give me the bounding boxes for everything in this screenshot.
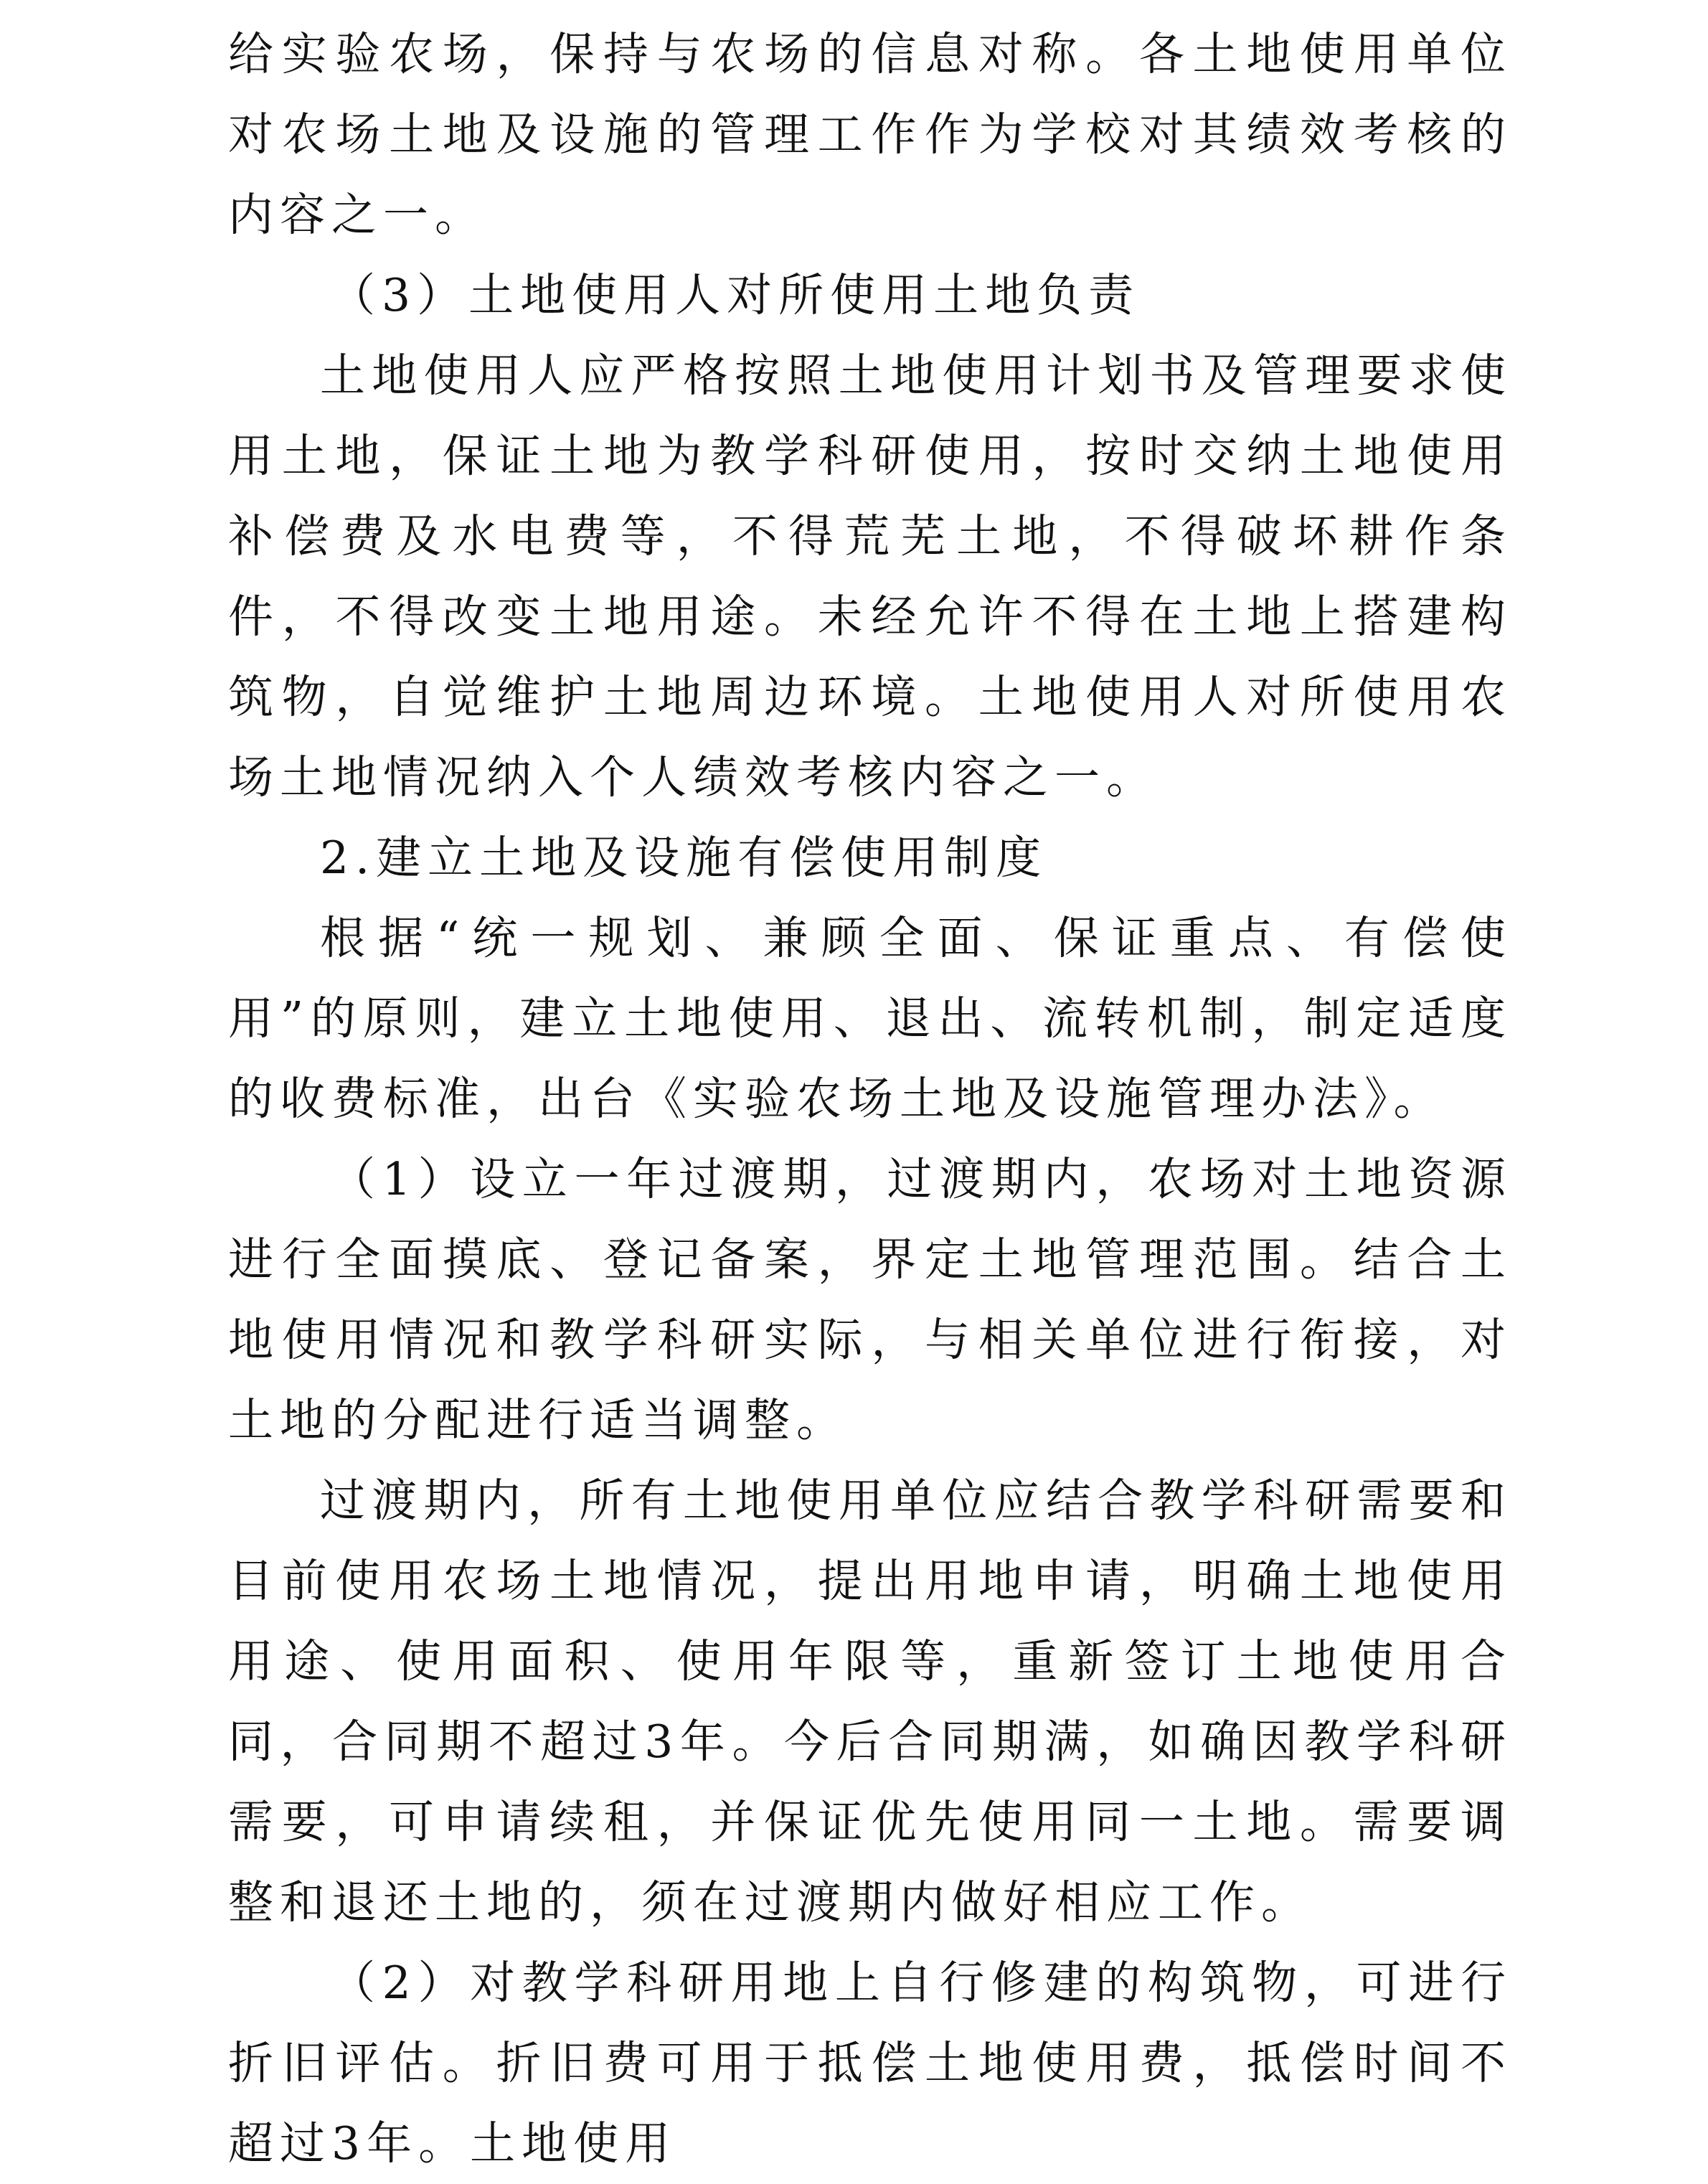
paragraph-land-user-duties: 土地使用人应严格按照土地使用计划书及管理要求使用土地，保证土地为教学科研使用，按时交纳土地使用补偿费及水电费等，不得荒芜土地，不得破坏耕作条件，不得改变土地用途。未经允许不得在土地上搭建构筑物，自觉维护土地周边环境。土地使用人对所使用农场土地情况纳入个人绩效考核内容之一。 [228,349,1512,804]
paragraph-land-applications: 过渡期内，所有土地使用单位应结合教学科研需要和目前使用农场土地情况，提出用地申请，明确土地使用用途、使用面积、使用年限等，重新签订土地使用合同，合同期不超过3年。今后合同期满，如确因教学科研需要，可申请续租，并保证优先使用同一土地。需要调整和退还土地的，须在过渡期内做好相应工作。 [228,1474,1512,1929]
paragraph-principles: 根据“统一规划、兼顾全面、保证重点、有偿使用”的原则，建立土地使用、退出、流转机制，制定适度的收费标准，出台《实验农场土地及设施管理办法》。 [228,912,1512,1125]
paragraph-transition-period: （1）设立一年过渡期，过渡期内，农场对土地资源进行全面摸底、登记备案，界定土地管理范围。结合土地使用情况和教学科研实际，与相关单位进行衔接，对土地的分配进行适当调整。 [228,1153,1512,1446]
heading-paid-use-system: 2.建立土地及设施有偿使用制度 [320,832,1048,884]
paragraph-continuation: 给实验农场，保持与农场的信息对称。各土地使用单位对农场土地及设施的管理工作作为学校对其绩效考核的内容之一。 [228,28,1512,241]
paragraph-structures-depreciation: （2）对教学科研用地上自行修建的构筑物，可进行折旧评估。折旧费可用于抵偿土地使用费，抵偿时间不超过3年。土地使用 [228,1957,1512,2170]
document-body [228,14,1512,2184]
subheading-land-user-responsibility: （3）土地使用人对所使用土地负责 [330,269,1141,321]
